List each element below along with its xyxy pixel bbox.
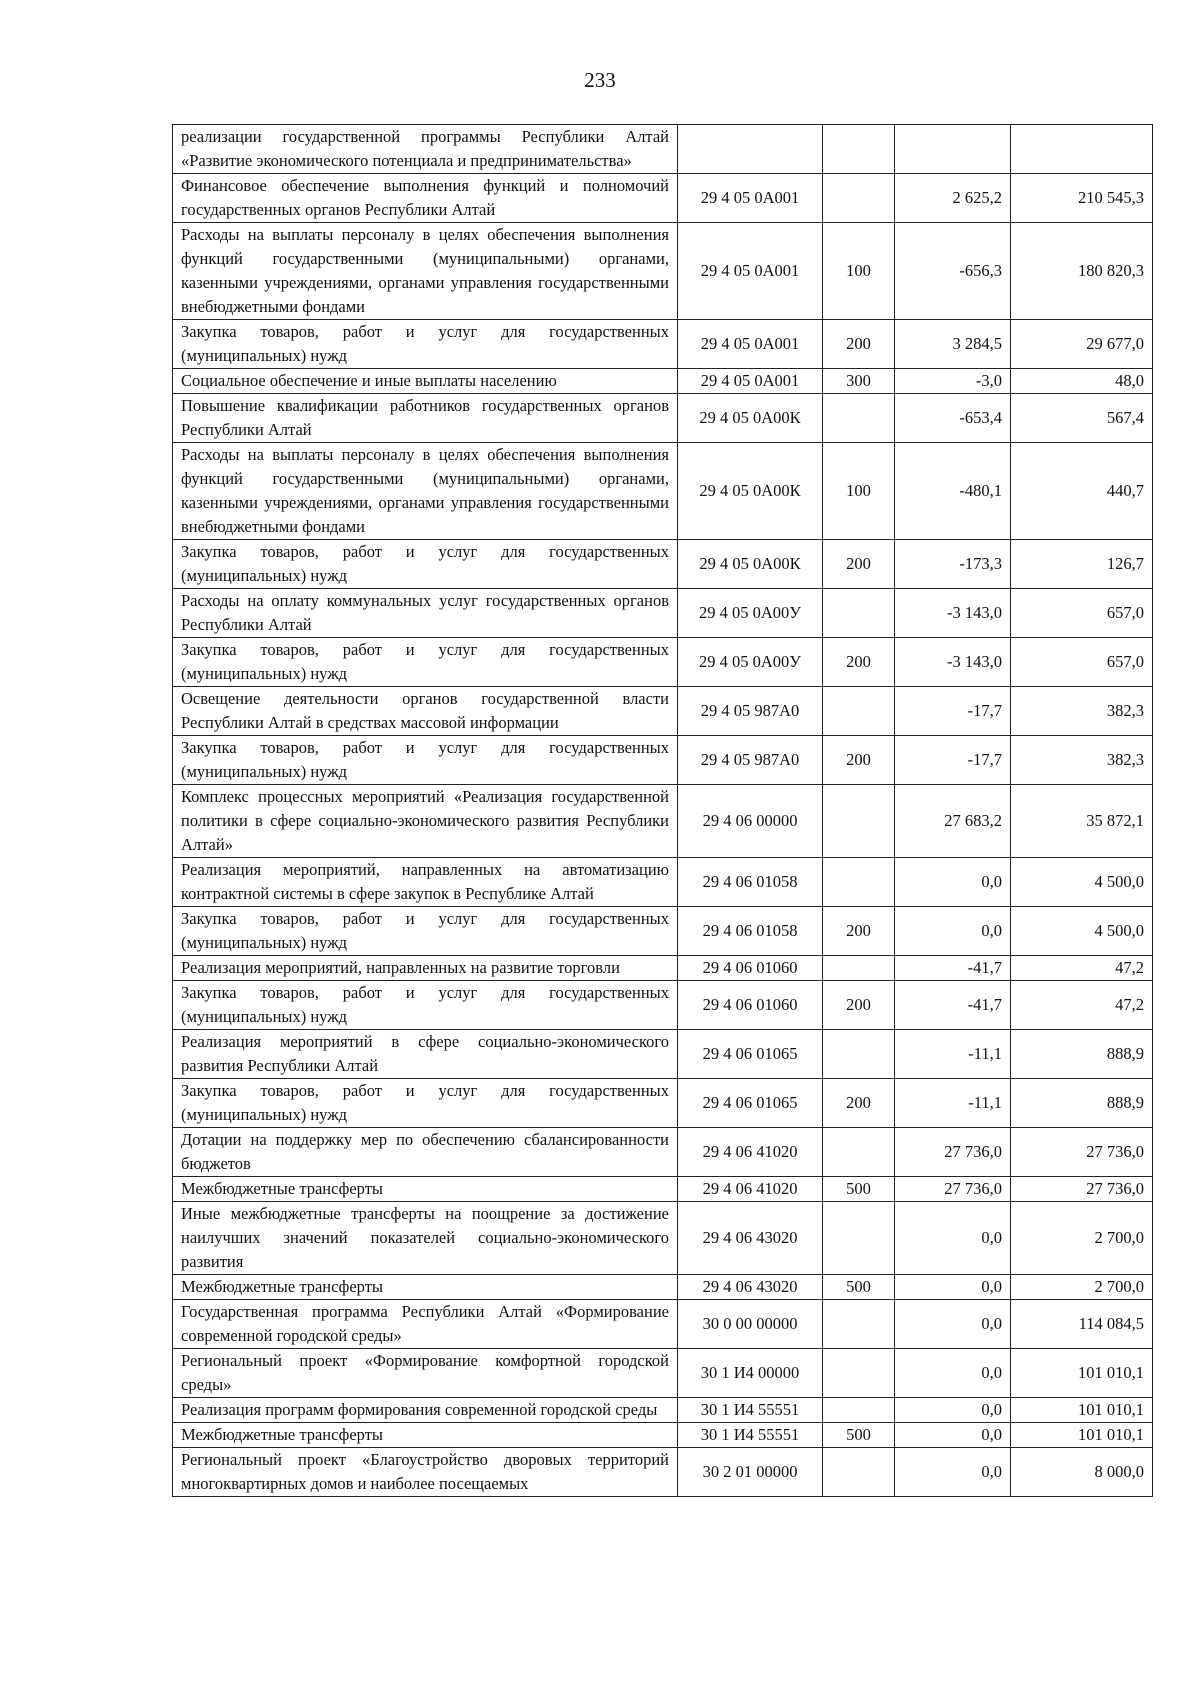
row-name-cell: Межбюджетные трансферты <box>173 1423 678 1448</box>
row-code-cell: 29 4 06 00000 <box>678 785 823 858</box>
row-total-cell: 657,0 <box>1011 638 1153 687</box>
row-name-cell: Комплекс процессных мероприятий «Реализация государственной политики в сфере социально-экономического развития Республики Алтай» <box>173 785 678 858</box>
table-row <box>173 1079 1153 1128</box>
row-change-cell: -480,1 <box>895 443 1011 540</box>
row-expense-type-cell <box>823 1128 895 1177</box>
row-expense-type-cell: 100 <box>823 443 895 540</box>
row-expense-type-cell <box>823 956 895 981</box>
row-expense-type-cell <box>823 125 895 174</box>
row-expense-type-cell: 300 <box>823 369 895 394</box>
row-change-cell: 27 736,0 <box>895 1177 1011 1202</box>
row-name-cell: Иные межбюджетные трансферты на поощрение за достижение наилучших значений показателей социально-экономического развития <box>173 1202 678 1275</box>
row-change-cell: 27 683,2 <box>895 785 1011 858</box>
row-code-cell: 29 4 05 0А001 <box>678 320 823 369</box>
row-change-cell: -11,1 <box>895 1079 1011 1128</box>
row-code-cell: 29 4 05 0А00К <box>678 394 823 443</box>
row-total-cell: 657,0 <box>1011 589 1153 638</box>
row-total-cell: 382,3 <box>1011 687 1153 736</box>
row-total-cell: 2 700,0 <box>1011 1275 1153 1300</box>
page-number: 233 <box>584 68 616 92</box>
row-code-cell: 30 1 И4 55551 <box>678 1398 823 1423</box>
table-row <box>173 736 1153 785</box>
row-expense-type-cell <box>823 1300 895 1349</box>
row-name-cell: реализации государственной программы Республики Алтай «Развитие экономического потенциала и предпринимательства» <box>173 125 678 174</box>
row-change-cell: 27 736,0 <box>895 1128 1011 1177</box>
row-change-cell: -17,7 <box>895 736 1011 785</box>
row-code-cell: 29 4 06 43020 <box>678 1202 823 1275</box>
row-code-cell: 29 4 05 0А001 <box>678 174 823 223</box>
row-expense-type-cell: 200 <box>823 320 895 369</box>
table-row <box>173 1030 1153 1079</box>
row-code-cell: 29 4 06 01060 <box>678 981 823 1030</box>
row-expense-type-cell <box>823 858 895 907</box>
table-row <box>173 981 1153 1030</box>
table-row <box>173 1398 1153 1423</box>
table-row <box>173 1423 1153 1448</box>
budget-table-body <box>173 125 1153 1497</box>
row-change-cell: 0,0 <box>895 1448 1011 1497</box>
row-expense-type-cell <box>823 785 895 858</box>
row-expense-type-cell <box>823 1349 895 1398</box>
table-row <box>173 1202 1153 1275</box>
table-row <box>173 785 1153 858</box>
table-row <box>173 223 1153 320</box>
row-expense-type-cell: 500 <box>823 1423 895 1448</box>
row-code-cell: 30 1 И4 55551 <box>678 1423 823 1448</box>
table-row <box>173 687 1153 736</box>
row-name-cell: Дотации на поддержку мер по обеспечению сбалансированности бюджетов <box>173 1128 678 1177</box>
row-total-cell: 48,0 <box>1011 369 1153 394</box>
row-expense-type-cell: 500 <box>823 1177 895 1202</box>
row-change-cell: 0,0 <box>895 1275 1011 1300</box>
row-expense-type-cell: 200 <box>823 540 895 589</box>
row-name-cell: Расходы на выплаты персоналу в целях обеспечения выполнения функций государственными (муниципальными) органами, казенными учреждениями, органами управления государственными внебюджетными фондами <box>173 223 678 320</box>
row-expense-type-cell <box>823 1448 895 1497</box>
row-change-cell: -41,7 <box>895 981 1011 1030</box>
row-name-cell: Реализация мероприятий, направленных на автоматизацию контрактной системы в сфере закупок в Республике Алтай <box>173 858 678 907</box>
row-change-cell: 0,0 <box>895 1349 1011 1398</box>
table-row <box>173 589 1153 638</box>
table-row <box>173 320 1153 369</box>
table-row <box>173 1275 1153 1300</box>
budget-table <box>172 124 1153 1497</box>
row-code-cell: 29 4 05 0А00К <box>678 443 823 540</box>
row-expense-type-cell: 500 <box>823 1275 895 1300</box>
row-expense-type-cell <box>823 1202 895 1275</box>
row-name-cell: Региональный проект «Благоустройство дворовых территорий многоквартирных домов и наиболее посещаемых <box>173 1448 678 1497</box>
row-change-cell: 0,0 <box>895 1423 1011 1448</box>
row-code-cell: 29 4 06 01058 <box>678 858 823 907</box>
row-code-cell: 29 4 05 0А001 <box>678 369 823 394</box>
row-total-cell: 440,7 <box>1011 443 1153 540</box>
row-expense-type-cell <box>823 394 895 443</box>
row-change-cell: 0,0 <box>895 858 1011 907</box>
table-row <box>173 1128 1153 1177</box>
row-total-cell: 27 736,0 <box>1011 1177 1153 1202</box>
table-row <box>173 443 1153 540</box>
row-name-cell: Социальное обеспечение и иные выплаты населению <box>173 369 678 394</box>
row-change-cell: 3 284,5 <box>895 320 1011 369</box>
row-name-cell: Закупка товаров, работ и услуг для государственных (муниципальных) нужд <box>173 736 678 785</box>
row-name-cell: Расходы на выплаты персоналу в целях обеспечения выполнения функций государственными (муниципальными) органами, казенными учреждениями, органами управления государственными внебюджетными фондами <box>173 443 678 540</box>
table-row <box>173 1349 1153 1398</box>
row-code-cell: 29 4 06 41020 <box>678 1177 823 1202</box>
row-total-cell: 47,2 <box>1011 956 1153 981</box>
row-total-cell: 47,2 <box>1011 981 1153 1030</box>
row-total-cell: 101 010,1 <box>1011 1423 1153 1448</box>
row-change-cell: -3,0 <box>895 369 1011 394</box>
row-name-cell: Повышение квалификации работников государственных органов Республики Алтай <box>173 394 678 443</box>
row-expense-type-cell <box>823 589 895 638</box>
row-code-cell: 29 4 06 01060 <box>678 956 823 981</box>
row-name-cell: Закупка товаров, работ и услуг для государственных (муниципальных) нужд <box>173 1079 678 1128</box>
row-name-cell: Региональный проект «Формирование комфортной городской среды» <box>173 1349 678 1398</box>
row-total-cell: 382,3 <box>1011 736 1153 785</box>
row-total-cell: 126,7 <box>1011 540 1153 589</box>
row-code-cell: 29 4 05 0А001 <box>678 223 823 320</box>
row-total-cell: 101 010,1 <box>1011 1398 1153 1423</box>
row-expense-type-cell: 200 <box>823 638 895 687</box>
row-total-cell: 101 010,1 <box>1011 1349 1153 1398</box>
row-expense-type-cell <box>823 1398 895 1423</box>
row-change-cell: 0,0 <box>895 1300 1011 1349</box>
row-name-cell: Реализация программ формирования современной городской среды <box>173 1398 678 1423</box>
row-expense-type-cell: 200 <box>823 981 895 1030</box>
row-change-cell: -173,3 <box>895 540 1011 589</box>
row-expense-type-cell: 200 <box>823 1079 895 1128</box>
row-code-cell: 29 4 06 41020 <box>678 1128 823 1177</box>
row-name-cell: Государственная программа Республики Алтай «Формирование современной городской среды» <box>173 1300 678 1349</box>
row-name-cell: Закупка товаров, работ и услуг для государственных (муниципальных) нужд <box>173 540 678 589</box>
row-expense-type-cell: 200 <box>823 736 895 785</box>
row-total-cell: 29 677,0 <box>1011 320 1153 369</box>
row-code-cell: 29 4 06 43020 <box>678 1275 823 1300</box>
row-total-cell: 888,9 <box>1011 1079 1153 1128</box>
table-row <box>173 858 1153 907</box>
row-expense-type-cell <box>823 687 895 736</box>
row-name-cell: Расходы на оплату коммунальных услуг государственных органов Республики Алтай <box>173 589 678 638</box>
row-expense-type-cell <box>823 174 895 223</box>
row-code-cell: 29 4 06 01065 <box>678 1030 823 1079</box>
row-change-cell <box>895 125 1011 174</box>
row-code-cell: 29 4 06 01065 <box>678 1079 823 1128</box>
row-name-cell: Закупка товаров, работ и услуг для государственных (муниципальных) нужд <box>173 638 678 687</box>
row-total-cell: 4 500,0 <box>1011 858 1153 907</box>
row-code-cell: 30 2 01 00000 <box>678 1448 823 1497</box>
table-row <box>173 174 1153 223</box>
row-total-cell: 567,4 <box>1011 394 1153 443</box>
row-name-cell: Реализация мероприятий, направленных на развитие торговли <box>173 956 678 981</box>
table-row <box>173 907 1153 956</box>
row-total-cell: 4 500,0 <box>1011 907 1153 956</box>
row-total-cell: 8 000,0 <box>1011 1448 1153 1497</box>
row-change-cell: -3 143,0 <box>895 638 1011 687</box>
row-change-cell: 0,0 <box>895 907 1011 956</box>
row-total-cell: 2 700,0 <box>1011 1202 1153 1275</box>
table-row <box>173 1300 1153 1349</box>
row-code-cell: 29 4 05 0А00У <box>678 638 823 687</box>
row-change-cell: -11,1 <box>895 1030 1011 1079</box>
row-expense-type-cell: 200 <box>823 907 895 956</box>
row-total-cell: 27 736,0 <box>1011 1128 1153 1177</box>
row-change-cell: -656,3 <box>895 223 1011 320</box>
table-row <box>173 956 1153 981</box>
row-total-cell: 114 084,5 <box>1011 1300 1153 1349</box>
row-change-cell: 0,0 <box>895 1398 1011 1423</box>
row-code-cell: 30 0 00 00000 <box>678 1300 823 1349</box>
row-total-cell: 888,9 <box>1011 1030 1153 1079</box>
row-code-cell: 29 4 05 0А00К <box>678 540 823 589</box>
row-total-cell: 35 872,1 <box>1011 785 1153 858</box>
table-row <box>173 394 1153 443</box>
row-total-cell <box>1011 125 1153 174</box>
row-name-cell: Финансовое обеспечение выполнения функций и полномочий государственных органов Республики Алтай <box>173 174 678 223</box>
row-name-cell: Освещение деятельности органов государственной власти Республики Алтай в средствах массовой информации <box>173 687 678 736</box>
row-expense-type-cell <box>823 1030 895 1079</box>
row-expense-type-cell: 100 <box>823 223 895 320</box>
row-name-cell: Закупка товаров, работ и услуг для государственных (муниципальных) нужд <box>173 907 678 956</box>
row-name-cell: Межбюджетные трансферты <box>173 1275 678 1300</box>
table-row <box>173 638 1153 687</box>
table-row <box>173 1177 1153 1202</box>
row-change-cell: -653,4 <box>895 394 1011 443</box>
row-change-cell: -3 143,0 <box>895 589 1011 638</box>
row-total-cell: 210 545,3 <box>1011 174 1153 223</box>
table-row <box>173 540 1153 589</box>
row-change-cell: -17,7 <box>895 687 1011 736</box>
row-name-cell: Реализация мероприятий в сфере социально-экономического развития Республики Алтай <box>173 1030 678 1079</box>
row-code-cell: 30 1 И4 00000 <box>678 1349 823 1398</box>
row-name-cell: Закупка товаров, работ и услуг для государственных (муниципальных) нужд <box>173 981 678 1030</box>
row-code-cell: 29 4 05 987А0 <box>678 687 823 736</box>
row-code-cell: 29 4 05 0А00У <box>678 589 823 638</box>
table-row <box>173 1448 1153 1497</box>
table-row <box>173 369 1153 394</box>
table-row <box>173 125 1153 174</box>
row-name-cell: Закупка товаров, работ и услуг для государственных (муниципальных) нужд <box>173 320 678 369</box>
row-change-cell: -41,7 <box>895 956 1011 981</box>
row-code-cell: 29 4 06 01058 <box>678 907 823 956</box>
row-code-cell: 29 4 05 987А0 <box>678 736 823 785</box>
row-code-cell <box>678 125 823 174</box>
row-total-cell: 180 820,3 <box>1011 223 1153 320</box>
row-name-cell: Межбюджетные трансферты <box>173 1177 678 1202</box>
row-change-cell: 0,0 <box>895 1202 1011 1275</box>
row-change-cell: 2 625,2 <box>895 174 1011 223</box>
